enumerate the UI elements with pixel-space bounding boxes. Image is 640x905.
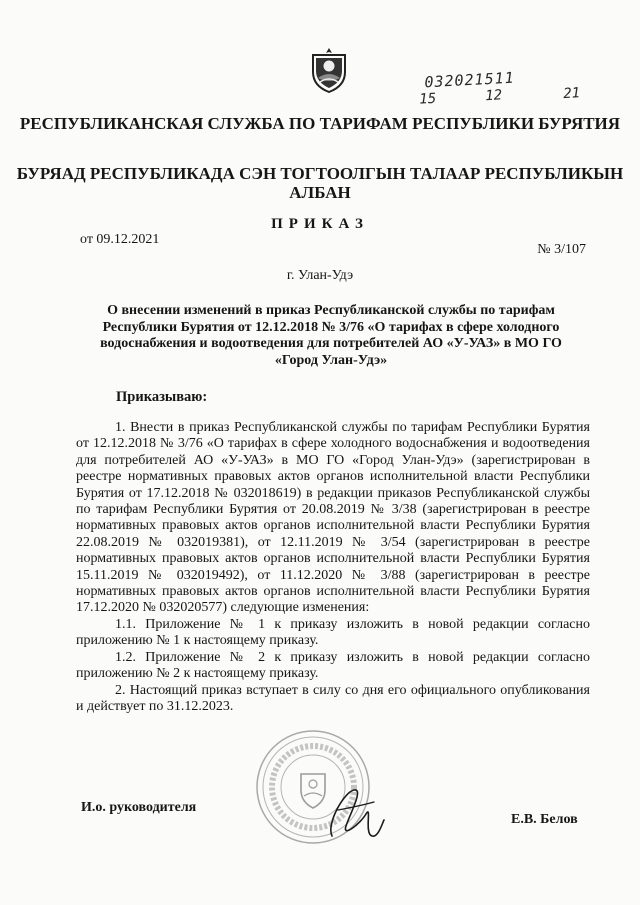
document-type: ПРИКАЗ [271, 216, 369, 232]
registration-day: 15 [418, 90, 437, 108]
coat-of-arms-icon [308, 46, 350, 94]
document-subject: О внесении изменений в приказ Республиканской службы по тарифам Республики Бурятия от 12.12.2018 № 3/76 «О тарифах в сфере холодного водоснабжения и водоотведения для потребителей АО «У-УАЗ» в МО ГО «Город Улан-Удэ» [100, 303, 562, 368]
document-body [76, 420, 590, 715]
paragraph-1-2: 1.2. Приложение № 2 к приказу изложить в новой редакции согласно приложению № 2 к настоящему приказу. [76, 649, 590, 682]
handwritten-signature-icon [324, 784, 388, 846]
org-name-buryat: БУРЯАД РЕСПУБЛИКАДА СЭН ТОГТООЛГЫН ТАЛААР РЕСПУБЛИКЫН АЛБАН [16, 164, 624, 202]
registration-month: 12 [484, 87, 503, 105]
document-date: от 09.12.2021 [80, 232, 160, 247]
signer-name: Е.В. Белов [511, 812, 578, 827]
paragraph-1-1: 1.1. Приложение № 1 к приказу изложить в новой редакции согласно приложению № 1 к настоящему приказу. [76, 616, 590, 649]
paragraph-1: 1. Внести в приказ Республиканской службы по тарифам Республики Бурятия от 12.12.2018 № 3/76 «О тарифах в сфере холодного водоснабжения и водоотведения для потребителей АО «У-УАЗ» в МО ГО «Город Улан-Удэ» (зарегистрирован в реестре нормативных правовых актов органов исполнительной власти Республики Бурятия от 17.12.2018 № 032018619) в редакции приказов Республиканской службы по тарифам Республики Бурятия от 20.08.2019 № 3/38 (зарегистрирован в реестре нормативных правовых актов органов исполнительной власти Республики Бурятия 22.08.2019 № 032019381), от 12.11.2019 № 3/54 (зарегистрирован в реестре нормативных правовых актов органов исполнительной власти Республики Бурятия 15.11.2019 № 032019492), от 11.12.2020 № 3/88 (зарегистрирован в реестре нормативных правовых актов органов исполнительной власти Республики Бурятия 17.12.2020 № 032020577) следующие изменения: [76, 420, 590, 616]
paragraph-2: 2. Настоящий приказ вступает в силу со дня его официального опубликования и действует по 31.12.2023. [76, 682, 590, 714]
signer-title: И.о. руководителя [81, 800, 197, 815]
registration-year: 21 [562, 85, 581, 103]
registration-number: 032021511 [423, 68, 516, 92]
document-number: № 3/107 [537, 242, 586, 257]
order-word: Приказываю: [116, 389, 208, 405]
org-name-russian: РЕСПУБЛИКАНСКАЯ СЛУЖБА ПО ТАРИФАМ РЕСПУБЛИКИ БУРЯТИЯ [19, 114, 621, 133]
document-city: г. Улан-Удэ [286, 268, 354, 283]
